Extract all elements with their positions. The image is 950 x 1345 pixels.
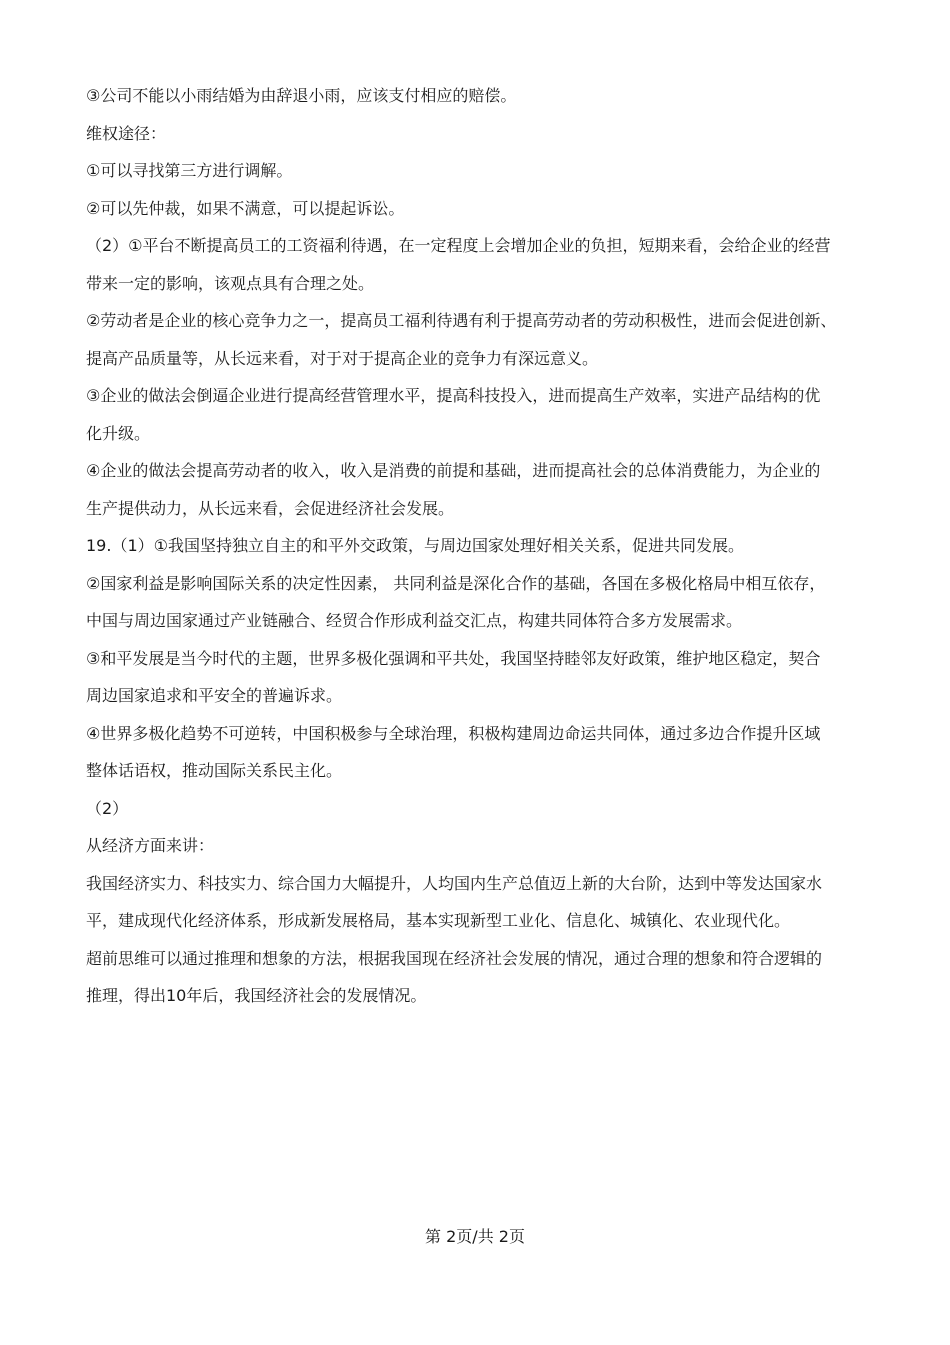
- text-line: ②劳动者是企业的核心竞争力之一，提高员工福利待遇有利于提高劳动者的劳动积极性，进而会促进创新、: [86, 311, 837, 330]
- text-line: 19.（1）①我国坚持独立自主的和平外交政策，与周边国家处理好相关关系，促进共同发展。: [86, 536, 744, 555]
- text-line: 周边国家追求和平安全的普遍诉求。: [86, 686, 343, 705]
- text-line: ③和平发展是当今时代的主题，世界多极化强调和平共处，我国坚持睦邻友好政策，维护地区稳定，契合: [86, 648, 821, 668]
- text-line: 中国与周边国家通过产业链融合、经贸合作形成利益交汇点，构建共同体符合多方发展需求。: [86, 611, 743, 630]
- text-line: ④世界多极化趋势不可逆转，中国积极参与全球治理，积极构建周边命运共同体，通过多边合作提升区域: [86, 723, 821, 743]
- text-line: ④企业的做法会提高劳动者的收入，收入是消费的前提和基础，进而提高社会的总体消费能力，为企业的: [86, 461, 821, 480]
- text-line: 超前思维可以通过推理和想象的方法，根据我国现在经济社会发展的情况，通过合理的想象和符合逻辑的: [86, 948, 823, 968]
- document-body: [86, 77, 876, 1015]
- text-line: 化升级。: [86, 423, 151, 443]
- text-line: 提高产品质量等，从长远来看，对于对于提高企业的竞争力有深远意义。: [86, 348, 599, 368]
- text-line: 推理，得出10年后，我国经济社会的发展情况。: [86, 986, 427, 1005]
- text-line: 生产提供动力，从长远来看，会促进经济社会发展。: [86, 498, 455, 518]
- text-line: ②国家利益是影响国际关系的决定性因素， 共同利益是深化合作的基础，各国在多极化格局中相互依存，: [86, 573, 826, 593]
- text-line: 维权途径：: [86, 123, 167, 143]
- text-line: 平，建成现代化经济体系，形成新发展格局，基本实现新型工业化、信息化、城镇化、农业现代化。: [86, 911, 791, 930]
- text-line: ③公司不能以小雨结婚为由辞退小雨，应该支付相应的赔偿。: [86, 86, 517, 105]
- text-line: （2）: [86, 798, 129, 818]
- text-line: 我国经济实力、科技实力、综合国力大幅提升，人均国内生产总值迈上新的大台阶，达到中等发达国家水: [86, 873, 823, 893]
- text-line: ②可以先仲裁，如果不满意，可以提起诉讼。: [86, 198, 405, 218]
- text-line: 整体话语权，推动国际关系民主化。: [86, 761, 343, 780]
- text-line: ③企业的做法会倒逼企业进行提高经营管理水平，提高科技投入，进而提高生产效率，实进产品结构的优: [86, 386, 821, 405]
- text-line: （2）①平台不断提高员工的工资福利待遇，在一定程度上会增加企业的负担，短期来看，会给企业的经营: [86, 236, 831, 255]
- text-line: 带来一定的影响，该观点具有合理之处。: [86, 273, 375, 293]
- page-number: 第 2页/共 2页: [425, 1227, 525, 1246]
- text-line: ①可以寻找第三方进行调解。: [86, 161, 293, 180]
- text-line: 从经济方面来讲：: [86, 836, 215, 855]
